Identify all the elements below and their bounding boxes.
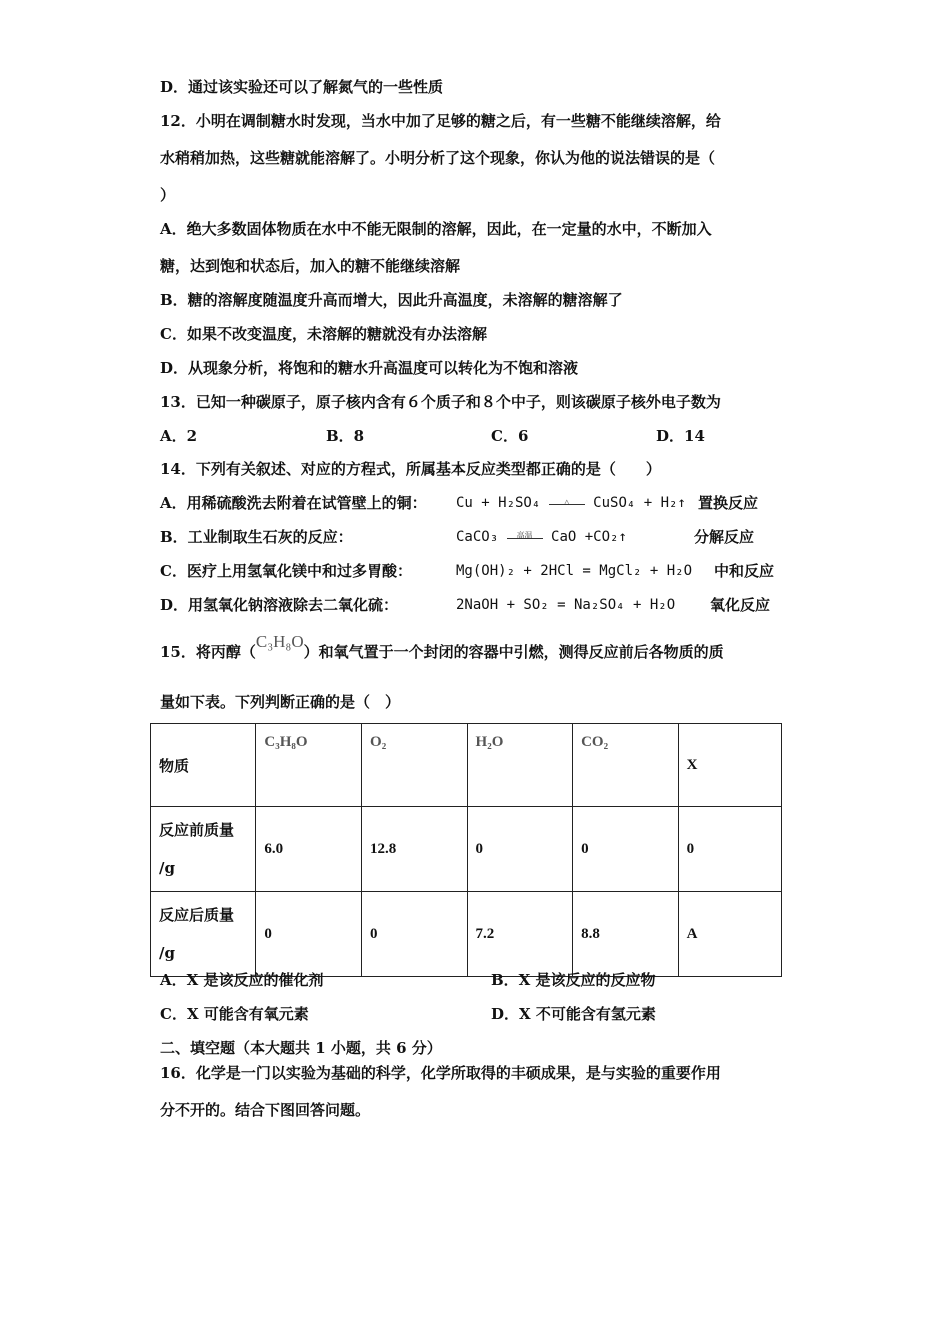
row-label-line: 反应后质量 — [159, 906, 235, 924]
table-cell: A — [678, 892, 781, 977]
q13-option-a: A．2 — [160, 427, 198, 445]
q14-option-b-text: B．工业制取生石灰的反应： — [160, 528, 353, 546]
q14-option-a-text: A．用稀硫酸洗去附着在试管壁上的铜： — [160, 494, 427, 512]
q14-option-b-eq-right: CaO +CO₂↑ — [551, 529, 627, 545]
q14-option-b-type: 分解反应 — [694, 528, 755, 546]
table-row-label — [151, 892, 256, 977]
q15-option-a: A．X 是该反应的催化剂 — [160, 971, 324, 989]
q14-option-d-equation: 2NaOH + SO₂ = Na₂SO₄ + H₂O — [456, 597, 676, 613]
table-row — [151, 892, 782, 977]
section-title: 二、填空题（本大题共 1 小题，共 6 分） — [160, 1039, 442, 1057]
table-header-cell: 物质 — [151, 724, 256, 807]
table-cell: 0 — [256, 892, 362, 977]
table-header-cell: C₃H₈O — [256, 724, 362, 807]
table-cell: 12.8 — [362, 807, 468, 892]
q14-option-b-eq-left: CaCO₃ — [456, 529, 499, 545]
table-cell: 6.0 — [256, 807, 362, 892]
q15-stem-formula: C₃H₈O — [255, 632, 304, 651]
table-cell: 8.8 — [573, 892, 679, 977]
q12-stem-line3: ） — [160, 186, 176, 204]
row-label-unit: /g — [159, 859, 175, 877]
q13-option-d: D．14 — [656, 427, 705, 445]
q16-stem-line1: 16．化学是一门以实验为基础的科学，化学所取得的丰硕成果，是与实验的重要作用 — [160, 1064, 721, 1082]
q12-option-b: B．糖的溶解度随温度升高而增大，因此升高温度，未溶解的糖溶解了 — [160, 291, 623, 309]
q14-option-a-eq-right: CuSO₄ + H₂↑ — [593, 495, 686, 511]
q12-stem-line1: 12．小明在调制糖水时发现，当水中加了足够的糖之后，有一些糖不能继续溶解，给 — [160, 112, 721, 130]
q14-option-a-eq-left: Cu + H₂SO₄ — [456, 495, 541, 511]
q13-stem: 13．已知一种碳原子，原子核内含有６个质子和８个中子，则该碳原子核外电子数为 — [160, 393, 721, 411]
table-header-row — [151, 724, 782, 807]
q14-option-c-type: 中和反应 — [714, 562, 775, 580]
q15-stem-line2: 量如下表。下列判断正确的是（ ） — [160, 693, 401, 711]
table-cell: 0 — [678, 807, 781, 892]
condition-label: 高温 — [516, 531, 533, 540]
q12-option-d: D．从现象分析，将饱和的糖水升高温度可以转化为不饱和溶液 — [160, 359, 579, 377]
q15-option-d: D．X 不可能含有氢元素 — [491, 1005, 656, 1023]
q14-option-a-type: 置换反应 — [698, 494, 759, 512]
q11-option-d: D．通过该实验还可以了解氮气的一些性质 — [160, 78, 444, 96]
q12-option-c: C．如果不改变温度，未溶解的糖就没有办法溶解 — [160, 325, 487, 343]
q15-stem-line1 — [160, 632, 724, 662]
row-label-unit: /g — [159, 944, 175, 962]
row-label-line: 反应前质量 — [159, 821, 235, 839]
q14-option-a-equation — [456, 493, 686, 513]
table-row-label — [151, 807, 256, 892]
q14-option-d-text: D．用氢氧化钠溶液除去二氧化硫： — [160, 596, 399, 614]
q12-option-a-line2: 糖，达到饱和状态后，加入的糖不能继续溶解 — [160, 257, 461, 275]
table-cell: 0 — [467, 807, 573, 892]
table-header-cell: CO₂ — [573, 724, 679, 807]
reaction-condition-arrow — [507, 530, 543, 544]
q12-option-a-line1: A．绝大多数固体物质在水中不能无限制的溶解，因此，在一定量的水中，不断加入 — [160, 220, 712, 238]
q16-stem-line2: 分不开的。结合下图回答问题。 — [160, 1101, 371, 1119]
table-row — [151, 807, 782, 892]
q15-option-b: B．X 是该反应的反应物 — [491, 971, 656, 989]
q14-option-c-equation: Mg(OH)₂ + 2HCl = MgCl₂ + H₂O — [456, 563, 693, 579]
q15-stem-post: ）和氧气置于一个封闭的容器中引燃，测得反应前后各物质的质 — [303, 643, 724, 661]
table-cell: 7.2 — [467, 892, 573, 977]
table-cell: 0 — [573, 807, 679, 892]
table-header-cell: X — [678, 724, 781, 807]
q13-option-b: B．8 — [326, 427, 365, 445]
reaction-condition-arrow — [549, 496, 585, 510]
condition-label: △ — [564, 497, 570, 506]
q14-option-d-type: 氧化反应 — [710, 596, 771, 614]
q14-option-b-equation — [456, 527, 627, 547]
q13-option-c: C．6 — [491, 427, 529, 445]
q12-stem-line2: 水稍稍加热，这些糖就能溶解了。小明分析了这个现象，你认为他的说法错误的是（ — [160, 149, 716, 167]
mass-table — [150, 723, 782, 977]
q14-stem: 14．下列有关叙述、对应的方程式，所属基本反应类型都正确的是（ ） — [160, 460, 661, 478]
table-cell: 0 — [362, 892, 468, 977]
q15-option-c: C．X 可能含有氧元素 — [160, 1005, 309, 1023]
q15-stem-pre: 15．将丙醇（ — [160, 643, 256, 661]
table-header-cell: O₂ — [362, 724, 468, 807]
q14-option-c-text: C．医疗上用氢氧化镁中和过多胃酸： — [160, 562, 412, 580]
table-header-cell: H₂O — [467, 724, 573, 807]
